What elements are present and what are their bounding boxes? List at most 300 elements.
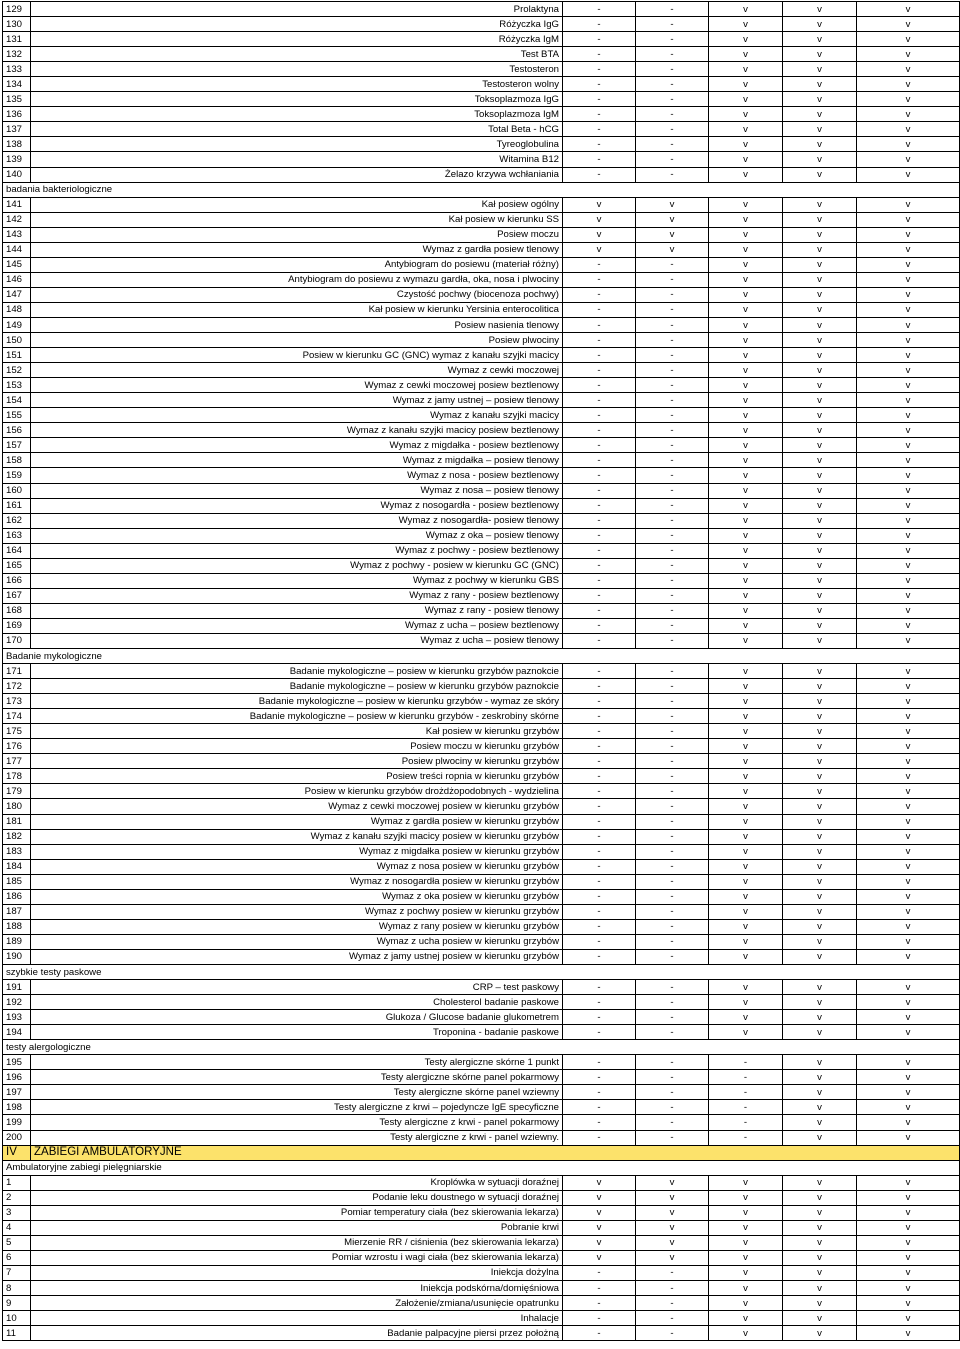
availability-mark: v (857, 62, 960, 77)
availability-mark: - (636, 694, 709, 709)
service-name: Wymaz z rany - posiew tlenowy (31, 603, 563, 618)
availability-mark: v (857, 980, 960, 995)
availability-mark: v (857, 137, 960, 152)
availability-mark: v (563, 1235, 636, 1250)
availability-mark: - (563, 1311, 636, 1326)
availability-mark: v (857, 1115, 960, 1130)
availability-mark: - (636, 934, 709, 949)
row-number: 177 (3, 754, 31, 769)
table-row (3, 1070, 960, 1085)
service-name: Posiew treści ropnia w kierunku grzybów (31, 769, 563, 784)
availability-mark: - (636, 122, 709, 137)
availability-mark: v (709, 1175, 783, 1190)
row-number: 6 (3, 1250, 31, 1265)
availability-mark: - (636, 2, 709, 17)
availability-mark: v (709, 724, 783, 739)
availability-mark: v (857, 528, 960, 543)
availability-mark: v (783, 1205, 857, 1220)
row-number: 129 (3, 2, 31, 17)
row-number: 184 (3, 859, 31, 874)
service-name: Posiew plwociny (31, 333, 563, 348)
availability-mark: - (636, 618, 709, 633)
availability-mark: v (783, 1085, 857, 1100)
availability-mark: v (563, 1250, 636, 1265)
table-row (3, 1205, 960, 1220)
availability-mark: v (783, 333, 857, 348)
availability-mark: v (783, 197, 857, 212)
row-number: 181 (3, 814, 31, 829)
service-name: Testy alergiczne z krwi – pojedyncze IgE specyficzne (31, 1100, 563, 1115)
service-name: Posiew w kierunku GC (GNC) wymaz z kanału szyjki macicy (31, 348, 563, 363)
availability-mark: - (563, 980, 636, 995)
availability-mark: - (563, 32, 636, 47)
service-name: Żelazo krzywa wchłaniania (31, 167, 563, 182)
table-row (3, 679, 960, 694)
table-row (3, 934, 960, 949)
availability-mark: v (709, 32, 783, 47)
availability-mark: v (709, 859, 783, 874)
availability-mark: v (783, 543, 857, 558)
availability-mark: v (857, 1175, 960, 1190)
service-name: Wymaz z cewki moczowej posiew beztlenowy (31, 378, 563, 393)
availability-mark: v (783, 618, 857, 633)
availability-mark: v (783, 1175, 857, 1190)
availability-mark: v (709, 137, 783, 152)
table-row (3, 137, 960, 152)
availability-mark: v (857, 77, 960, 92)
availability-mark: v (783, 92, 857, 107)
service-name: Badanie palpacyjne piersi przez położną (31, 1326, 563, 1341)
availability-mark: v (857, 468, 960, 483)
service-name: Glukoza / Glucose badanie glukometrem (31, 1010, 563, 1025)
availability-mark: v (709, 1010, 783, 1025)
availability-mark: - (563, 348, 636, 363)
service-name: Toksoplazmoza IgG (31, 92, 563, 107)
table-row (3, 1055, 960, 1070)
availability-mark: v (783, 1025, 857, 1040)
category-header-row (3, 1160, 960, 1175)
row-number: 149 (3, 317, 31, 332)
availability-mark: - (563, 799, 636, 814)
availability-mark: v (857, 1205, 960, 1220)
availability-mark: - (636, 498, 709, 513)
row-number: 156 (3, 423, 31, 438)
availability-mark: - (563, 543, 636, 558)
availability-mark: - (636, 1326, 709, 1341)
row-number: 5 (3, 1235, 31, 1250)
table-row (3, 949, 960, 964)
availability-mark: v (783, 769, 857, 784)
availability-mark: - (636, 679, 709, 694)
availability-mark: v (783, 844, 857, 859)
table-row (3, 32, 960, 47)
table-row (3, 77, 960, 92)
service-name: Podanie leku doustnego w sytuacji doraźnej (31, 1190, 563, 1205)
availability-mark: v (857, 1025, 960, 1040)
table-row (3, 664, 960, 679)
table-row (3, 197, 960, 212)
availability-mark: v (783, 949, 857, 964)
availability-mark: v (709, 874, 783, 889)
availability-mark: - (636, 302, 709, 317)
availability-mark: v (857, 152, 960, 167)
availability-mark: - (636, 333, 709, 348)
service-name: Tyreoglobulina (31, 137, 563, 152)
availability-mark: v (709, 513, 783, 528)
service-name: CRP – test paskowy (31, 980, 563, 995)
row-number: 152 (3, 363, 31, 378)
availability-mark: - (636, 513, 709, 528)
availability-mark: v (857, 543, 960, 558)
availability-mark: v (783, 287, 857, 302)
row-number: 11 (3, 1326, 31, 1341)
row-number: 139 (3, 152, 31, 167)
row-number: 192 (3, 995, 31, 1010)
availability-mark: v (783, 1010, 857, 1025)
availability-mark: - (636, 889, 709, 904)
service-name: Cholesterol badanie paskowe (31, 995, 563, 1010)
row-number: 168 (3, 603, 31, 618)
availability-mark: - (563, 709, 636, 724)
category-header-row (3, 182, 960, 197)
service-name: Wymaz z ucha – posiew beztlenowy (31, 618, 563, 633)
service-name: Wymaz z nosa – posiew tlenowy (31, 483, 563, 498)
table-row (3, 227, 960, 242)
availability-mark: - (636, 1115, 709, 1130)
row-number: 191 (3, 980, 31, 995)
availability-mark: v (709, 468, 783, 483)
service-name: Total Beta - hCG (31, 122, 563, 137)
availability-mark: - (563, 618, 636, 633)
table-row (3, 1265, 960, 1280)
availability-mark: - (563, 333, 636, 348)
row-number: 140 (3, 167, 31, 182)
service-name: Posiew plwociny w kierunku grzybów (31, 754, 563, 769)
availability-mark: v (563, 1205, 636, 1220)
availability-mark: v (783, 483, 857, 498)
availability-mark: - (563, 1130, 636, 1145)
availability-mark: - (563, 573, 636, 588)
availability-mark: v (783, 47, 857, 62)
row-number: 175 (3, 724, 31, 739)
availability-mark: - (636, 453, 709, 468)
row-number: 193 (3, 1010, 31, 1025)
table-row (3, 844, 960, 859)
availability-mark: v (563, 242, 636, 257)
availability-mark: v (783, 799, 857, 814)
table-row (3, 904, 960, 919)
availability-mark: v (783, 558, 857, 573)
table-row (3, 1235, 960, 1250)
service-name: Testosteron (31, 62, 563, 77)
availability-mark: v (783, 513, 857, 528)
availability-mark: v (709, 47, 783, 62)
availability-mark: v (783, 212, 857, 227)
availability-mark: - (563, 1055, 636, 1070)
availability-mark: v (857, 995, 960, 1010)
availability-mark: v (636, 1190, 709, 1205)
table-row (3, 333, 960, 348)
availability-mark: v (709, 272, 783, 287)
availability-mark: - (636, 423, 709, 438)
row-number: 8 (3, 1280, 31, 1295)
table-row (3, 784, 960, 799)
availability-mark: v (857, 47, 960, 62)
table-row (3, 1326, 960, 1341)
availability-mark: - (636, 107, 709, 122)
table-row (3, 1175, 960, 1190)
availability-mark: v (783, 1265, 857, 1280)
availability-mark: v (857, 498, 960, 513)
availability-mark: v (709, 980, 783, 995)
service-name: Wymaz z oka posiew w kierunku grzybów (31, 889, 563, 904)
availability-mark: - (636, 468, 709, 483)
availability-mark: v (857, 1085, 960, 1100)
service-name: Wymaz z ucha – posiew tlenowy (31, 633, 563, 648)
availability-mark: - (636, 739, 709, 754)
row-number: 187 (3, 904, 31, 919)
service-name: Wymaz z pochwy - posiew w kierunku GC (GNC) (31, 558, 563, 573)
availability-mark: v (857, 633, 960, 648)
availability-mark: - (563, 528, 636, 543)
service-name: Prolaktyna (31, 2, 563, 17)
table-row (3, 874, 960, 889)
section-number: IV (3, 1145, 31, 1160)
availability-mark: - (563, 724, 636, 739)
table-row (3, 1190, 960, 1205)
service-name: Wymaz z cewki moczowej (31, 363, 563, 378)
row-number: 195 (3, 1055, 31, 1070)
row-number: 199 (3, 1115, 31, 1130)
service-name: Iniekcja podskórna/domięśniowa (31, 1280, 563, 1295)
availability-mark: v (709, 453, 783, 468)
availability-mark: v (636, 242, 709, 257)
table-row (3, 724, 960, 739)
availability-mark: - (563, 633, 636, 648)
availability-mark: v (857, 558, 960, 573)
service-name: Wymaz z gardła posiew w kierunku grzybów (31, 814, 563, 829)
availability-mark: v (857, 242, 960, 257)
row-number: 167 (3, 588, 31, 603)
service-name: Testy alergiczne z krwi - panel wziewny. (31, 1130, 563, 1145)
availability-mark: v (857, 1130, 960, 1145)
availability-mark: - (563, 122, 636, 137)
availability-mark: - (636, 709, 709, 724)
availability-mark: v (563, 212, 636, 227)
service-name: Wymaz z cewki moczowej posiew w kierunku grzybów (31, 799, 563, 814)
availability-mark: v (857, 92, 960, 107)
availability-mark: v (709, 122, 783, 137)
availability-mark: v (857, 1100, 960, 1115)
availability-mark: - (563, 889, 636, 904)
availability-mark: v (709, 1205, 783, 1220)
availability-mark: - (636, 664, 709, 679)
availability-mark: - (563, 1326, 636, 1341)
availability-mark: v (857, 378, 960, 393)
table-row (3, 17, 960, 32)
table-row (3, 799, 960, 814)
availability-mark: v (857, 784, 960, 799)
category-header-row (3, 965, 960, 980)
availability-mark: - (563, 302, 636, 317)
availability-mark: v (857, 709, 960, 724)
availability-mark: v (709, 1311, 783, 1326)
availability-mark: - (563, 1010, 636, 1025)
availability-mark: v (783, 32, 857, 47)
service-name: Wymaz z oka – posiew tlenowy (31, 528, 563, 543)
availability-mark: v (783, 1220, 857, 1235)
table-row (3, 1010, 960, 1025)
table-row (3, 769, 960, 784)
service-name: Wymaz z nosa posiew w kierunku grzybów (31, 859, 563, 874)
row-number: 131 (3, 32, 31, 47)
availability-mark: v (857, 679, 960, 694)
section-header-row (3, 1145, 960, 1160)
availability-mark: - (563, 257, 636, 272)
service-name: Testy alergiczne skórne panel pokarmowy (31, 1070, 563, 1085)
availability-mark: - (636, 438, 709, 453)
table-row (3, 1085, 960, 1100)
availability-mark: - (636, 167, 709, 182)
row-number: 180 (3, 799, 31, 814)
availability-mark: v (783, 137, 857, 152)
table-row (3, 1025, 960, 1040)
availability-mark: v (636, 1205, 709, 1220)
availability-mark: v (857, 859, 960, 874)
availability-mark: v (709, 498, 783, 513)
table-row (3, 393, 960, 408)
row-number: 1 (3, 1175, 31, 1190)
availability-mark: v (709, 679, 783, 694)
availability-mark: v (857, 724, 960, 739)
availability-mark: v (783, 874, 857, 889)
service-name: Testosteron wolny (31, 77, 563, 92)
availability-mark: v (783, 679, 857, 694)
availability-mark: v (857, 1250, 960, 1265)
table-row (3, 889, 960, 904)
availability-mark: v (563, 227, 636, 242)
availability-mark: - (563, 1296, 636, 1311)
availability-mark: v (783, 423, 857, 438)
row-number: 198 (3, 1100, 31, 1115)
service-name: Toksoplazmoza IgM (31, 107, 563, 122)
availability-mark: - (636, 17, 709, 32)
availability-mark: v (709, 257, 783, 272)
availability-mark: - (636, 137, 709, 152)
availability-mark: v (857, 1220, 960, 1235)
availability-mark: v (563, 1175, 636, 1190)
availability-mark: - (563, 152, 636, 167)
row-number: 141 (3, 197, 31, 212)
availability-mark: v (857, 333, 960, 348)
availability-mark: v (857, 408, 960, 423)
availability-mark: - (636, 769, 709, 784)
row-number: 133 (3, 62, 31, 77)
service-name: Posiew w kierunku grzybów drożdżopodobnych - wydzielina (31, 784, 563, 799)
table-row (3, 739, 960, 754)
availability-mark: v (709, 62, 783, 77)
row-number: 172 (3, 679, 31, 694)
availability-mark: - (563, 408, 636, 423)
availability-mark: v (709, 1190, 783, 1205)
availability-mark: - (563, 513, 636, 528)
availability-mark: - (709, 1085, 783, 1100)
availability-mark: v (783, 588, 857, 603)
table-row (3, 1311, 960, 1326)
service-name: Testy alergiczne skórne 1 punkt (31, 1055, 563, 1070)
service-name: Badanie mykologiczne – posiew w kierunku grzybów - wymaz ze skóry (31, 694, 563, 709)
availability-mark: v (857, 603, 960, 618)
availability-mark: - (563, 739, 636, 754)
service-name: Wymaz z migdałka - posiew beztlenowy (31, 438, 563, 453)
row-number: 176 (3, 739, 31, 754)
availability-mark: v (563, 197, 636, 212)
availability-mark: v (857, 317, 960, 332)
availability-mark: v (709, 754, 783, 769)
row-number: 134 (3, 77, 31, 92)
availability-mark: v (709, 212, 783, 227)
table-row (3, 272, 960, 287)
category-label: Badanie mykologiczne (3, 649, 960, 664)
row-number: 130 (3, 17, 31, 32)
availability-mark: - (709, 1055, 783, 1070)
table-row (3, 814, 960, 829)
table-row (3, 513, 960, 528)
availability-mark: v (709, 633, 783, 648)
availability-mark: v (709, 242, 783, 257)
availability-mark: v (783, 1100, 857, 1115)
availability-mark: - (563, 679, 636, 694)
availability-mark: - (563, 1280, 636, 1295)
availability-mark: v (709, 934, 783, 949)
availability-mark: - (636, 272, 709, 287)
availability-mark: v (783, 1250, 857, 1265)
availability-mark: - (636, 1085, 709, 1100)
availability-mark: v (857, 814, 960, 829)
availability-mark: v (709, 107, 783, 122)
service-name: Wymaz z kanału szyjki macicy posiew w kierunku grzybów (31, 829, 563, 844)
availability-mark: v (709, 1265, 783, 1280)
availability-mark: v (783, 438, 857, 453)
availability-mark: v (783, 1311, 857, 1326)
availability-mark: - (563, 1085, 636, 1100)
availability-mark: v (709, 1235, 783, 1250)
availability-mark: v (709, 227, 783, 242)
availability-mark: v (857, 212, 960, 227)
availability-mark: v (709, 423, 783, 438)
availability-mark: - (636, 814, 709, 829)
service-name: Wymaz z nosogardła - posiew beztlenowy (31, 498, 563, 513)
service-name: Wymaz z kanału szyjki macicy (31, 408, 563, 423)
row-number: 194 (3, 1025, 31, 1040)
availability-mark: v (783, 1235, 857, 1250)
table-row (3, 2, 960, 17)
service-name: Wymaz z ucha posiew w kierunku grzybów (31, 934, 563, 949)
availability-mark: v (709, 1296, 783, 1311)
availability-mark: - (636, 92, 709, 107)
row-number: 188 (3, 919, 31, 934)
availability-mark: v (709, 844, 783, 859)
availability-mark: - (563, 77, 636, 92)
row-number: 166 (3, 573, 31, 588)
service-name: Pomiar temperatury ciała (bez skierowania lekarza) (31, 1205, 563, 1220)
service-name: Iniekcja dożylna (31, 1265, 563, 1280)
table-row (3, 859, 960, 874)
availability-mark: v (636, 197, 709, 212)
availability-mark: - (563, 363, 636, 378)
service-name: Troponina - badanie paskowe (31, 1025, 563, 1040)
availability-mark: - (563, 874, 636, 889)
